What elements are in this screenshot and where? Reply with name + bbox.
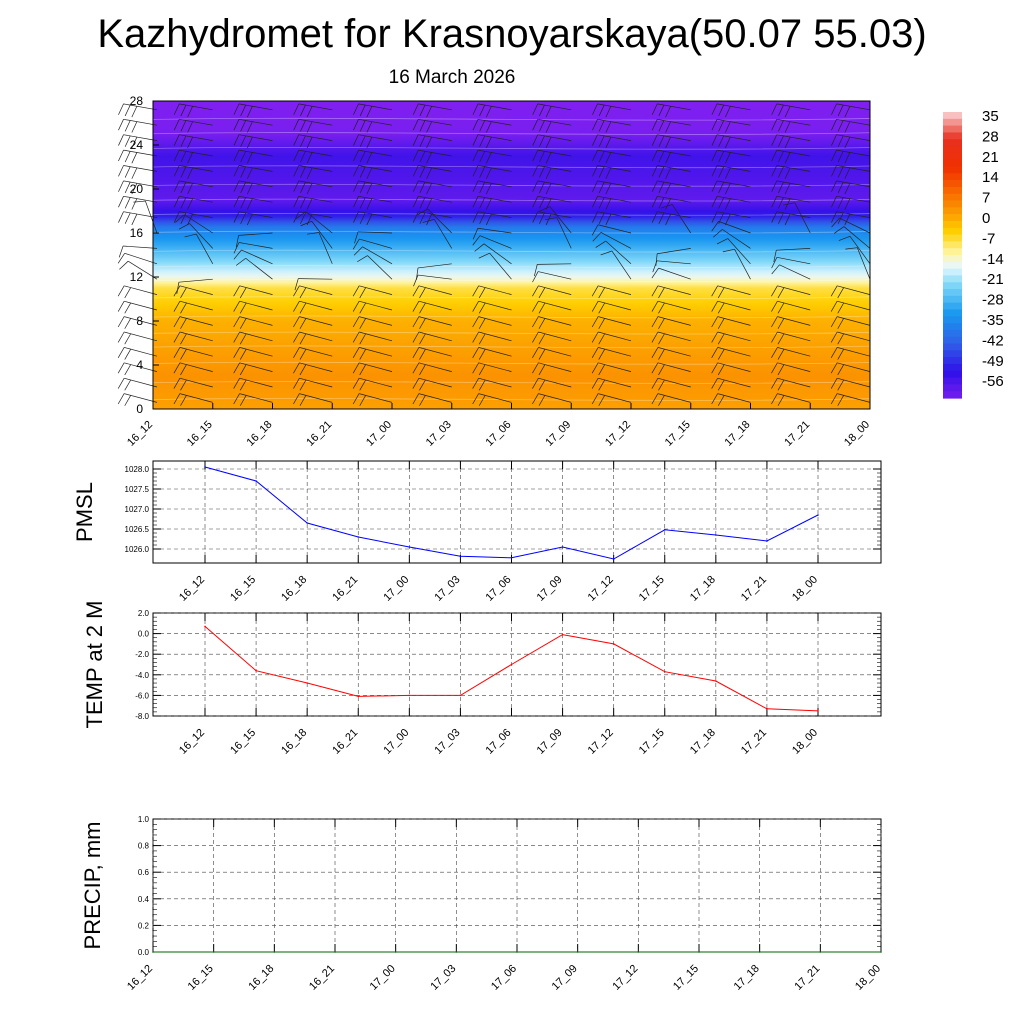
y-axis-label: PRECIP, mm <box>80 821 105 950</box>
x-tick-label: 17_21 <box>782 418 813 449</box>
x-tick-label: 17_09 <box>549 962 580 993</box>
x-tick-label: 16_18 <box>244 418 275 449</box>
line-panel-3 <box>80 815 883 993</box>
colorbar-band <box>943 378 962 385</box>
x-tick-label: 17_09 <box>543 418 574 449</box>
data-point <box>255 670 257 672</box>
wind-barb-flag <box>132 214 137 225</box>
x-tick-label: 17_15 <box>636 573 667 604</box>
x-tick-label: 18_00 <box>790 573 821 604</box>
colorbar-label: -49 <box>982 352 1004 370</box>
colorbar-band <box>943 296 962 303</box>
x-tick-label: 17_06 <box>483 573 514 604</box>
wind-barb-flag <box>125 120 130 131</box>
y-tick-label: -8.0 <box>135 712 149 721</box>
wind-barb-flag <box>125 213 130 224</box>
x-tick-label: 17_00 <box>367 962 398 993</box>
data-point <box>516 951 518 953</box>
x-tick-label: 16_21 <box>330 573 361 604</box>
x-tick-label: 17_21 <box>792 962 823 993</box>
colorbar-band <box>943 275 962 282</box>
data-point <box>817 710 819 712</box>
colorbar-label: -28 <box>982 291 1004 309</box>
x-tick-label: 16_12 <box>125 962 156 993</box>
x-tick-label: 16_12 <box>177 573 208 604</box>
x-tick-label: 17_03 <box>428 962 459 993</box>
wind-barb-flag <box>125 197 130 208</box>
colorbar-band <box>943 139 962 146</box>
colorbar-band <box>943 364 962 371</box>
wind-barb-flag <box>125 380 131 390</box>
data-point <box>766 540 768 542</box>
y-tick-label: 0.0 <box>137 629 149 639</box>
wind-barb-flag <box>118 332 124 342</box>
wind-barb-flag <box>132 199 137 210</box>
colorbar-label: 7 <box>982 189 991 207</box>
data-point <box>613 558 615 560</box>
colorbar-band <box>943 153 962 160</box>
wind-barb-flag <box>118 181 123 192</box>
x-tick-label: 17_12 <box>585 726 616 757</box>
data-point <box>334 951 336 953</box>
x-tick-label: 17_15 <box>636 726 667 757</box>
y-tick-label: 20 <box>129 182 143 196</box>
colorbar-band <box>943 194 962 201</box>
colorbar-band <box>943 323 962 330</box>
data-point <box>357 536 359 538</box>
wind-barb-flag <box>118 363 124 373</box>
data-point <box>613 643 615 645</box>
y-tick-label: 1027.5 <box>124 485 149 494</box>
data-point <box>460 555 462 557</box>
y-tick-label: 16 <box>129 226 143 240</box>
data-point <box>562 634 564 636</box>
colorbar-band <box>943 309 962 316</box>
x-tick-label: 16_12 <box>125 418 156 449</box>
wind-barb-flag <box>118 150 123 161</box>
colorbar-band <box>943 316 962 323</box>
wind-barb-flag <box>125 318 131 328</box>
data-point <box>204 626 206 628</box>
data-point <box>255 480 257 482</box>
wind-barb-flag <box>125 167 130 178</box>
chart-subtitle: 16 March 2026 <box>388 67 516 88</box>
wind-barb-flag <box>118 253 125 263</box>
x-tick-label: 17_18 <box>731 962 762 993</box>
x-tick-label: 17_18 <box>687 573 718 604</box>
x-tick-label: 18_00 <box>790 726 821 757</box>
wind-barb-flag <box>125 365 131 375</box>
y-tick-label: 0.8 <box>137 841 149 851</box>
data-point <box>820 951 822 953</box>
x-tick-label: 16_15 <box>185 962 216 993</box>
data-point <box>409 695 411 697</box>
wind-barb-flag <box>118 196 123 207</box>
y-tick-label: 28 <box>129 94 143 108</box>
colorbar-band <box>943 187 962 194</box>
colorbar-label: 28 <box>982 128 999 146</box>
x-tick-label: 16_15 <box>228 726 259 757</box>
data-point <box>638 951 640 953</box>
data-point <box>715 534 717 536</box>
wind-barb-flag <box>132 122 137 133</box>
x-tick-label: 17_18 <box>687 726 718 757</box>
line-panel-1 <box>72 461 881 604</box>
colorbar-label: -14 <box>982 250 1004 268</box>
y-tick-label: 0.2 <box>137 921 149 931</box>
colorbar-band <box>943 289 962 296</box>
wind-barb-flag <box>118 135 123 146</box>
wind-barb-flag <box>125 288 131 298</box>
colorbar-band <box>943 112 962 119</box>
colorbar-band <box>943 350 962 357</box>
colorbar-label: 0 <box>982 210 991 227</box>
data-point <box>306 522 308 524</box>
x-tick-label: 17_09 <box>534 573 565 604</box>
colorbar-band <box>943 146 962 153</box>
colorbar-band <box>943 228 962 235</box>
wind-barb-flag <box>118 165 123 176</box>
colorbar-band <box>943 173 962 180</box>
wind-barb-flag <box>118 104 123 115</box>
colorbar-band <box>943 214 962 221</box>
colorbar-band <box>943 221 962 228</box>
x-tick-label: 17_12 <box>603 418 634 449</box>
x-tick-label: 17_06 <box>483 418 514 449</box>
colorbar-band <box>943 357 962 364</box>
data-point <box>759 951 761 953</box>
colorbar-band <box>943 384 962 391</box>
x-tick-label: 17_00 <box>381 573 412 604</box>
data-point <box>274 951 276 953</box>
y-tick-label: 4 <box>136 358 143 372</box>
colorbar-band <box>943 282 962 289</box>
colorbar-band <box>943 269 962 276</box>
x-tick-label: 17_18 <box>722 418 753 449</box>
y-tick-label: 1028.0 <box>124 465 149 474</box>
data-point <box>409 546 411 548</box>
x-tick-label: 17_03 <box>432 573 463 604</box>
data-point <box>817 514 819 516</box>
colorbar-band <box>943 248 962 255</box>
x-tick-label: 17_03 <box>432 726 463 757</box>
data-point <box>204 466 206 468</box>
x-tick-label: 16_15 <box>184 418 215 449</box>
data-point <box>456 951 458 953</box>
wind-barb-flag <box>125 334 131 344</box>
x-tick-label: 17_09 <box>534 726 565 757</box>
y-tick-label: 8 <box>136 314 143 328</box>
wind-barb-flag <box>118 119 123 130</box>
wind-barb-flag <box>119 246 123 257</box>
colorbar-band <box>943 180 962 187</box>
y-tick-label: 24 <box>129 138 143 152</box>
colorbar-band <box>943 119 962 126</box>
colorbar-label: -56 <box>982 373 1004 391</box>
wind-barb-flag <box>118 378 124 388</box>
colorbar-band <box>943 132 962 139</box>
y-tick-label: -6.0 <box>135 691 149 701</box>
y-tick-label: -2.0 <box>135 650 149 660</box>
colorbar-band <box>943 207 962 214</box>
data-point <box>306 682 308 684</box>
data-point <box>715 680 717 682</box>
panel-frame <box>153 461 881 563</box>
y-tick-label: -4.0 <box>135 670 149 680</box>
data-point <box>880 951 882 953</box>
x-tick-label: 16_15 <box>228 573 259 604</box>
data-point <box>562 546 564 548</box>
x-tick-label: 16_18 <box>246 962 277 993</box>
wind-barb-flag <box>118 286 124 296</box>
y-tick-label: 0.0 <box>137 948 149 957</box>
y-axis-label: TEMP at 2 M <box>82 600 107 729</box>
colorbar-band <box>943 262 962 269</box>
x-tick-label: 17_15 <box>671 962 702 993</box>
data-point <box>698 951 700 953</box>
x-tick-label: 16_21 <box>304 418 335 449</box>
data-point <box>357 696 359 698</box>
y-tick-label: 12 <box>129 270 143 284</box>
wind-barb-flag <box>118 347 124 357</box>
x-tick-label: 16_12 <box>177 726 208 757</box>
x-tick-label: 17_21 <box>738 573 770 604</box>
chart-title: Kazhydromet for Krasnoyarskaya(50.07 55.03) <box>97 12 927 56</box>
wind-barb-flag <box>132 152 137 163</box>
y-tick-label: 1027.0 <box>124 505 149 514</box>
colorbar-label: 35 <box>982 108 999 125</box>
wind-barb-staff <box>123 246 157 248</box>
wind-barb-flag <box>125 395 131 405</box>
data-point <box>766 708 768 710</box>
x-tick-label: 18_00 <box>842 418 873 449</box>
colorbar-band <box>943 160 962 167</box>
colorbar-band <box>943 166 962 173</box>
y-tick-label: 0.6 <box>137 868 149 878</box>
colorbar-label: -7 <box>982 230 996 248</box>
y-axis-label: PMSL <box>72 482 97 542</box>
x-tick-label: 16_21 <box>307 962 338 993</box>
data-point <box>213 951 215 953</box>
colorbar-label: -21 <box>982 271 1004 289</box>
x-tick-label: 17_21 <box>738 726 770 757</box>
x-tick-label: 16_18 <box>279 726 310 757</box>
x-tick-label: 16_21 <box>330 726 361 757</box>
y-tick-label: 0 <box>136 402 143 416</box>
x-tick-label: 17_15 <box>662 418 693 449</box>
wind-barb-flag <box>125 349 131 359</box>
x-tick-label: 17_00 <box>364 418 395 449</box>
colorbar-band <box>943 371 962 378</box>
data-point <box>460 695 462 697</box>
wind-barb-flag <box>119 261 128 269</box>
x-tick-label: 17_12 <box>585 573 616 604</box>
data-point <box>664 529 666 531</box>
colorbar-band <box>943 337 962 344</box>
x-tick-label: 17_12 <box>610 962 641 993</box>
data-point <box>511 664 513 666</box>
colorbar-band <box>943 235 962 242</box>
colorbar-band <box>943 303 962 310</box>
colorbar-band <box>943 126 962 133</box>
colorbar-band <box>943 330 962 337</box>
y-tick-label: 1026.5 <box>124 525 149 534</box>
x-tick-label: 17_03 <box>423 418 454 449</box>
line-panel-2 <box>82 601 881 757</box>
colorbar-band <box>943 201 962 208</box>
wind-barb-flag <box>125 303 131 313</box>
x-tick-label: 17_00 <box>381 726 412 757</box>
data-point <box>664 671 666 673</box>
wind-barb-flag <box>118 394 124 404</box>
y-tick-label: 0.4 <box>137 894 149 904</box>
wind-barb-flag <box>118 301 124 311</box>
data-point <box>152 951 154 953</box>
panel-frame <box>153 613 881 716</box>
data-point <box>511 557 513 559</box>
y-tick-label: 1026.0 <box>124 545 149 554</box>
y-tick-label: 2.0 <box>137 609 149 618</box>
colorbar-label: 21 <box>982 148 999 166</box>
wind-barb-flag <box>118 317 124 327</box>
colorbar-band <box>943 391 962 398</box>
colorbar-label: -42 <box>982 332 1004 350</box>
x-tick-label: 16_18 <box>279 573 310 604</box>
wind-barb-flag <box>132 168 137 179</box>
colorbar-band <box>943 255 962 262</box>
colorbar-label: -35 <box>982 312 1004 329</box>
colorbar-band <box>943 241 962 248</box>
data-point <box>577 951 579 953</box>
x-tick-label: 17_06 <box>489 962 520 993</box>
wind-barb-flag <box>125 151 130 162</box>
data-point <box>395 951 397 953</box>
colorbar-band <box>943 344 962 351</box>
x-tick-label: 17_06 <box>483 726 514 757</box>
wind-barb-flag <box>118 212 123 223</box>
x-tick-label: 18_00 <box>853 962 884 993</box>
y-tick-label: 1.0 <box>137 815 149 824</box>
colorbar-label: 14 <box>982 169 999 187</box>
